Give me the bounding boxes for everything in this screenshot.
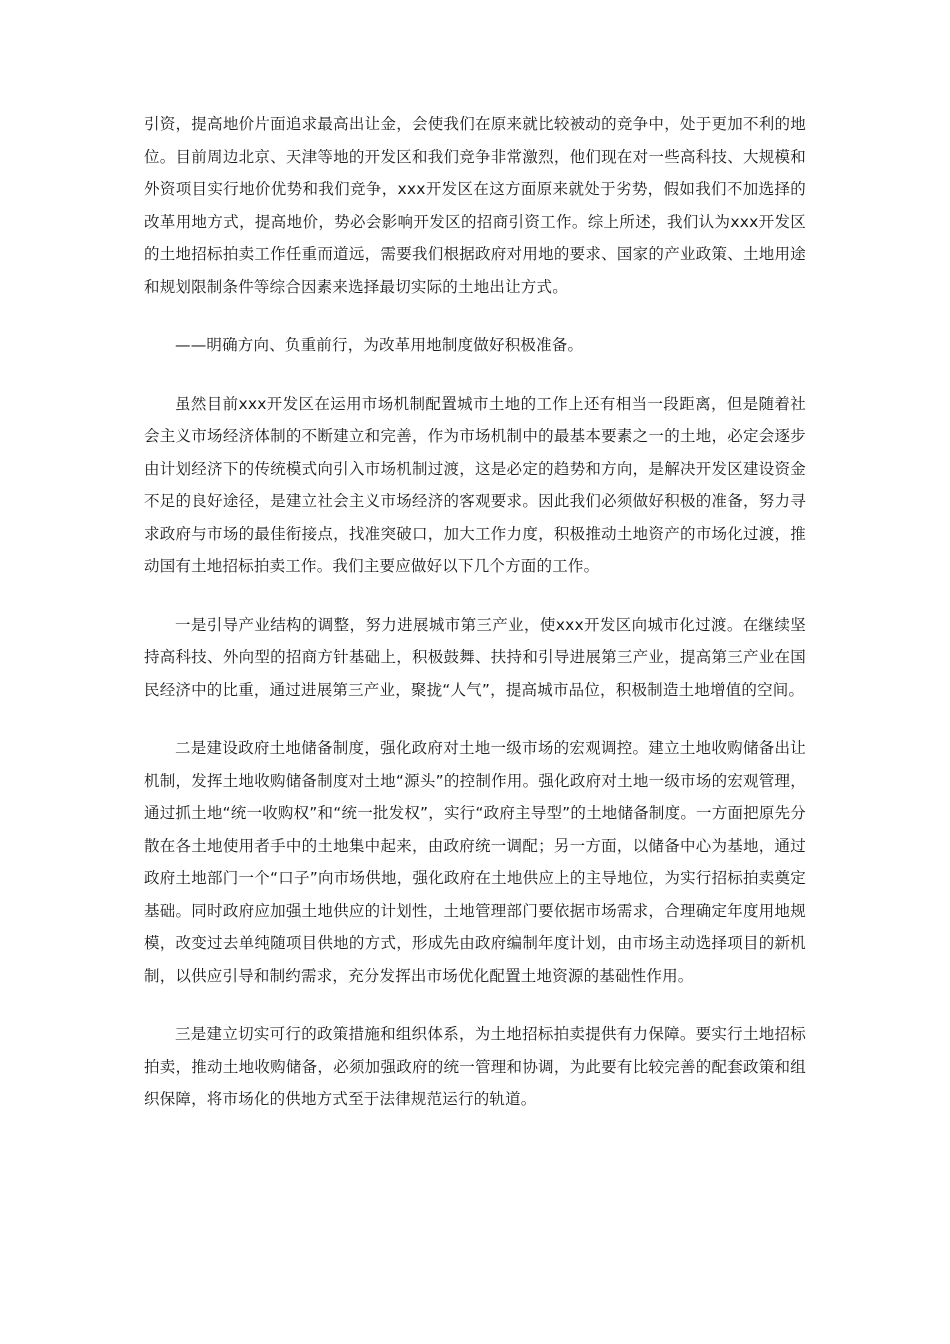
paragraph-1: 引资，提高地价片面追求最高出让金，会使我们在原来就比较被动的竞争中，处于更加不利的地位。目前周边北京、天津等地的开发区和我们竞争非常激烈，他们现在对一些高科技、大规模和外资项目实行地价优势和我们竞争，xxx开发区在这方面原来就处于劣势，假如我们不加选择的改革用地方式，提高地价，势必会影响开发区的招商引资工作。综上所述，我们认为xxx开发区的土地招标拍卖工作任重而道远，需要我们根据政府对用地的要求、国家的产业政策、土地用途和规划限制条件等综合因素来选择最切实际的土地出让方式。 xyxy=(144,115,806,296)
document-body xyxy=(144,108,806,1142)
paragraph-5: 二是建设政府土地储备制度，强化政府对土地一级市场的宏观调控。建立土地收购储备出让机制，发挥土地收购储备制度对土地“源头”的控制作用。强化政府对土地一级市场的宏观管理，通过抓土地“统一收购权”和“统一批发权”，实行“政府主导型”的土地储备制度。一方面把原先分散在各土地使用者手中的土地集中起来，由政府统一调配；另一方面，以储备中心为基地，通过政府土地部门一个“口子”向市场供地，强化政府在土地供应上的主导地位，为实行招标拍卖奠定基础。同时政府应加强土地供应的计划性，土地管理部门要依据市场需求，合理确定年度用地规模，改变过去单纯随项目供地的方式，形成先由政府编制年度计划，由市场主动选择项目的新机制，以供应引导和制约需求，充分发挥出市场优化配置土地资源的基础性作用。 xyxy=(144,739,806,985)
paragraph-2-heading: ——明确方向、负重前行，为改革用地制度做好积极准备。 xyxy=(175,336,584,354)
paragraph-3: 虽然目前xxx开发区在运用市场机制配置城市土地的工作上还有相当一段距离，但是随着社会主义市场经济体制的不断建立和完善，作为市场机制中的最基本要素之一的土地，必定会逐步由计划经济下的传统模式向引入市场机制过渡，这是必定的趋势和方向，是解决开发区建设资金不足的良好途径，是建立社会主义市场经济的客观要求。因此我们必须做好积极的准备，努力寻求政府与市场的最佳衔接点，找准突破口，加大工作力度，积极推动土地资产的市场化过渡，推动国有土地招标拍卖工作。我们主要应做好以下几个方面的工作。 xyxy=(144,394,806,575)
paragraph-4: 一是引导产业结构的调整，努力进展城市第三产业，使xxx开发区向城市化过渡。在继续坚持高科技、外向型的招商方针基础上，积极鼓舞、扶持和引导进展第三产业，提高第三产业在国民经济中的比重，通过进展第三产业，聚拢“人气”，提高城市品位，积极制造土地增值的空间。 xyxy=(144,615,806,699)
paragraph-6: 三是建立切实可行的政策措施和组织体系，为土地招标拍卖提供有力保障。要实行土地招标拍卖，推动土地收购储备，必须加强政府的统一管理和协调，为此要有比较完善的配套政策和组织保障，将市场化的供地方式至于法律规范运行的轨道。 xyxy=(144,1025,806,1108)
